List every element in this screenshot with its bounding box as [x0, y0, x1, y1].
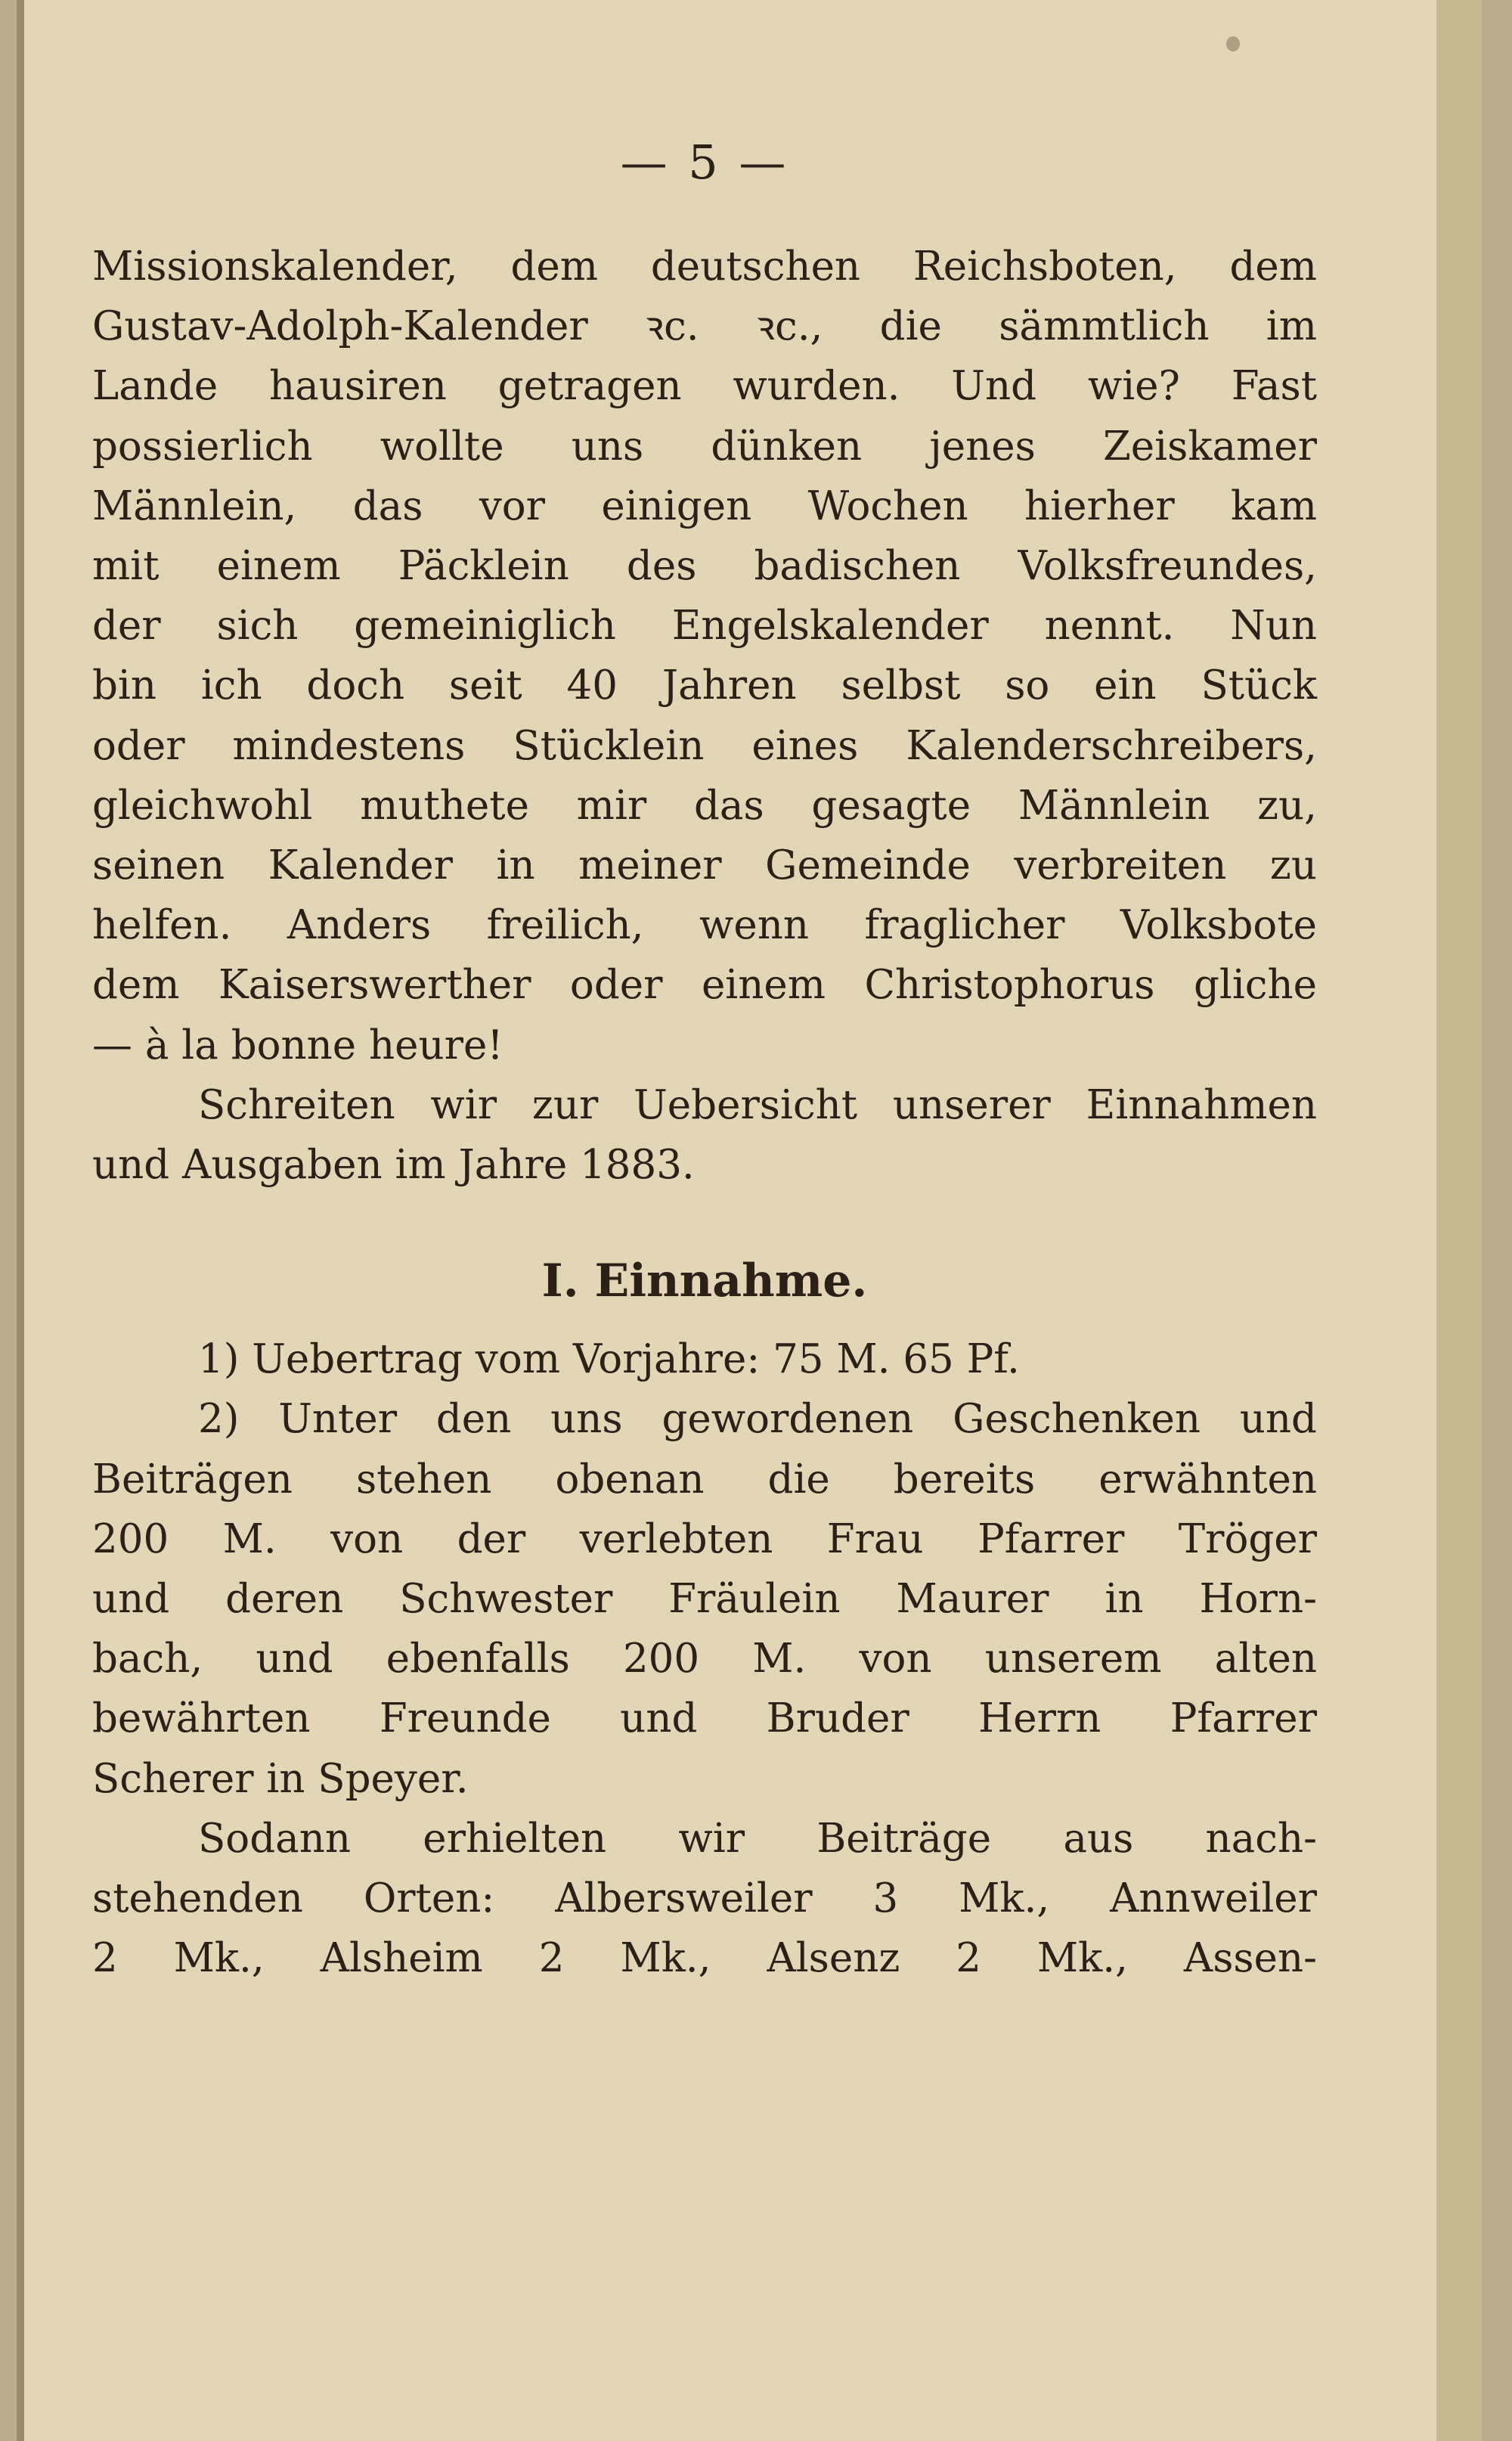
text-line: Scherer in Speyer.: [92, 1755, 469, 1802]
text-line: gleichwohl muthete mir das gesagte Männlein zu,: [92, 782, 1317, 829]
text-line: und deren Schwester Fräulein Maurer in Horn-: [92, 1576, 1317, 1623]
text-line: — à la bonne heure!: [92, 1022, 503, 1069]
text-line: Sodann erhielten wir Beiträge aus nach-: [198, 1815, 1317, 1862]
text-line: Schreiten wir zur Uebersicht unserer Einnahmen: [198, 1081, 1317, 1128]
ink-stain: [1226, 36, 1240, 51]
list-item: 1) Uebertrag vom Vorjahre: 75 M. 65 Pf.: [198, 1336, 1020, 1383]
text-line: dem Kaiserswerther oder einem Christophorus gliche: [92, 962, 1317, 1009]
book-page: [17, 0, 1482, 2441]
text-line: und Ausgaben im Jahre 1883.: [92, 1142, 695, 1189]
text-line: bewährten Freunde und Bruder Herrn Pfarrer: [92, 1695, 1317, 1742]
text-line: Männlein, das vor einigen Wochen hierher kam: [92, 482, 1317, 529]
text-line: 2 Mk., Alsheim 2 Mk., Alsenz 2 Mk., Assen-: [92, 1935, 1317, 1982]
text-line: helfen. Anders freilich, wenn fraglicher Volksbote: [92, 902, 1317, 949]
page-edge: [1436, 0, 1482, 2441]
text-line: oder mindestens Stücklein eines Kalenderschreibers,: [92, 722, 1317, 769]
text-line: bin ich doch seit 40 Jahren selbst so ein Stück: [92, 662, 1317, 709]
page-text: [92, 132, 1317, 1988]
text-line: seinen Kalender in meiner Gemeinde verbreiten zu: [92, 842, 1317, 889]
section-heading: I. Einnahme.: [541, 1255, 868, 1308]
text-line: mit einem Päcklein des badischen Volksfreundes,: [92, 543, 1317, 590]
text-line: Gustav-Adolph-Kalender ꝛc. ꝛc., die sämmtlich im: [92, 303, 1317, 350]
page-number: — 5 —: [620, 135, 789, 190]
text-line: stehenden Orten: Albersweiler 3 Mk., Annweiler: [92, 1875, 1317, 1922]
text-line: 200 M. von der verlebten Frau Pfarrer Tröger: [92, 1515, 1317, 1562]
page-gutter-shadow: [17, 0, 24, 2441]
list-item: 2) Unter den uns gewordenen Geschenken und: [198, 1396, 1317, 1443]
text-line: Beiträgen stehen obenan die bereits erwähnten: [92, 1456, 1317, 1503]
text-line: bach, und ebenfalls 200 M. von unserem alten: [92, 1636, 1317, 1683]
text-line: Lande hausiren getragen wurden. Und wie? Fast: [92, 363, 1317, 410]
text-line: possierlich wollte uns dünken jenes Zeiskamer: [92, 423, 1317, 470]
text-line: der sich gemeiniglich Engelskalender nennt. Nun: [92, 603, 1317, 650]
text-line: Missionskalender, dem deutschen Reichsboten, dem: [92, 243, 1317, 290]
